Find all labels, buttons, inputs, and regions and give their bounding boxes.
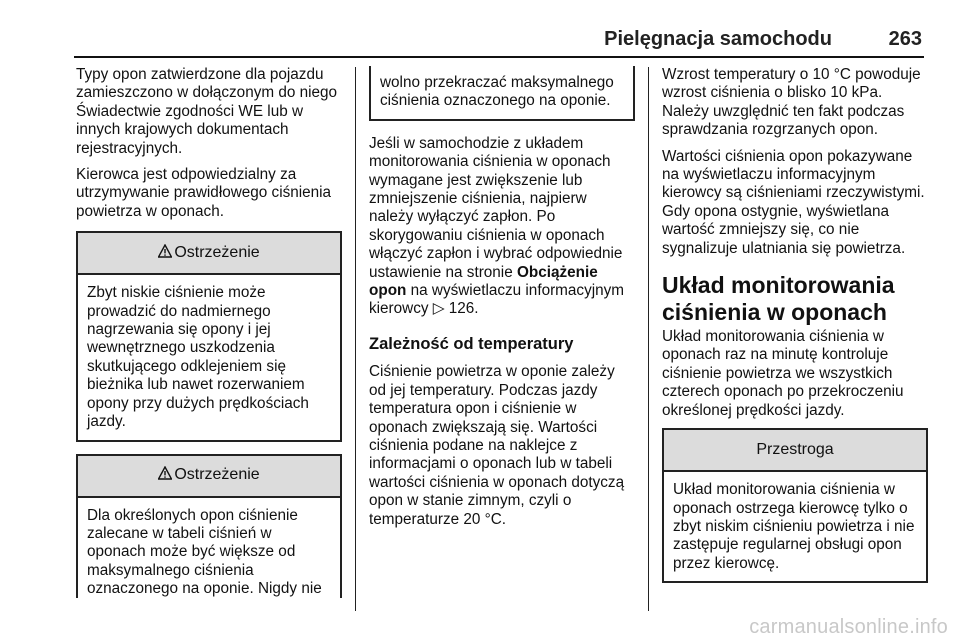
warning-text: Zbyt niskie ciśnienie może prowadzić do nadmiernego nagrzewania się opony i jej wewnętrznego uszkodzenia skutkującego odklejeniem się bieżnika lub nawet rozerwaniem opony przy dużych prędkościach jazdy. <box>87 284 309 431</box>
page-number: 263 <box>888 28 922 50</box>
warning-triangle-icon <box>158 466 172 485</box>
header-rule <box>74 56 924 58</box>
caution-text: Układ monitorowania ciśnienia w oponach ostrzega kierowcę tylko o zbyt niskim ciśnieniu powietrza i nie zastępuje regularnej obsługi opon przez kierowcę. <box>673 481 915 572</box>
column-divider <box>355 67 356 611</box>
paragraph: Ciśnienie powietrza w oponie zależy od jej temperatury. Podczas jazdy temperatura opon i ciśnienie w oponach zwiększają się. Wartości ciśnienia podane na naklejce z informacjami o oponach lub w tabeli wartości ciśnienia w oponach dotyczą opon w stanie zimnym, czyli o temperaturze 20 °C. <box>369 363 625 528</box>
menu-reference: Obciążenie opon <box>369 263 598 300</box>
warning-triangle-icon <box>158 244 172 263</box>
warning-header <box>78 456 340 498</box>
text: na wyświetlaczu informacyjnym kierowcy <box>369 282 625 318</box>
page-reference-arrow-icon: ▷ <box>432 300 449 318</box>
page-reference: 126. <box>448 300 479 318</box>
paragraph: Kierowca jest odpowiedzialny za utrzymywanie prawidłowego ciśnienia powietrza w oponach. <box>76 166 332 220</box>
warning-title: Ostrzeżenie <box>174 466 260 484</box>
page-title: Pielęgnacja samochodu <box>604 28 832 50</box>
caution-header <box>664 430 926 472</box>
warning-box <box>76 231 342 441</box>
paragraph: Układ monitorowania ciśnienia w oponach raz na minutę kontroluje ciśnienie powietrza we wszystkich czterech oponach po przekroczeniu określonej prędkości jazdy. <box>662 328 904 419</box>
section-heading: Układ monitorowania ciśnienia w oponach <box>662 272 895 326</box>
warning-title: Ostrzeżenie <box>174 244 260 262</box>
warning-text: wolno przekraczać maksymalnego ciśnienia oznaczonego na oponie. <box>380 74 614 110</box>
paragraph: Typy opon zatwierdzone dla pojazdu zamieszczono w dołączonym do niego Świadectwie zgodności WE lub w innych krajowych dokumentach rejestracyjnych. <box>76 66 338 157</box>
caution-title: Przestroga <box>756 440 834 458</box>
warning-text: Dla określonych opon ciśnienie zalecane w tabeli ciśnień w oponach może być większe od maksymalnego ciśnienia oznaczonego na oponie. Nigdy nie <box>87 506 322 598</box>
column-1 <box>76 66 342 598</box>
warning-header <box>78 233 340 275</box>
warning-box <box>76 454 342 598</box>
text: Jeśli w samochodzie z układem monitorowania ciśnienia w oponach wymagane jest zwiększenie lub zmniejszenie ciśnienia, najpierw należy wyłączyć zapłon. Po skorygowaniu ciśnienia w oponach włączyć zapłon i wybrać odpowiednie ustawienie na stronie <box>369 134 623 281</box>
paragraph: Wartości ciśnienia opon pokazywane na wyświetlaczu informacyjnym kierowcy są ciśnieniami rzeczywistymi. Gdy opona ostygnie, wyświetlana wartość zmniejszy się, co nie sygnalizuje ulatniania się powietrza. <box>662 147 925 257</box>
paragraph <box>369 135 635 319</box>
column-3 <box>662 66 928 583</box>
column-2 <box>369 66 635 537</box>
page-header <box>74 28 924 60</box>
column-divider <box>648 67 649 611</box>
watermark: carmanualsonline.info <box>749 616 948 638</box>
section-heading: Zależność od temperatury <box>369 334 574 353</box>
warning-box-continued <box>369 66 635 121</box>
caution-box <box>662 428 928 583</box>
paragraph: Wzrost temperatury o 10 °C powoduje wzrost ciśnienia o blisko 10 kPa. Należy uwzględnić ten fakt podczas sprawdzania rozgrzanych opon. <box>662 66 921 139</box>
